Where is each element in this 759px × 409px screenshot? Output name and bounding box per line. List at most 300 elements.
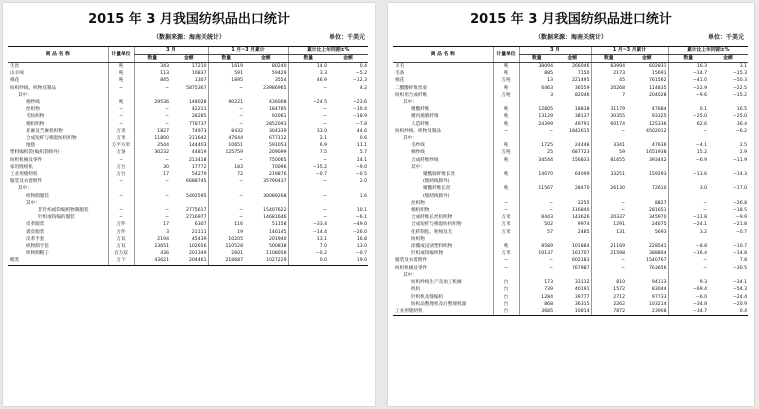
row-yoy-amt: −26.0 <box>352 229 368 235</box>
table-row <box>393 171 748 178</box>
row-unit <box>493 193 519 200</box>
row-cum-amt: 159293 <box>648 172 667 178</box>
row-cum-amt: 2852093 <box>266 121 287 127</box>
row-month-amt <box>554 236 591 243</box>
row-name: 帽类 <box>8 257 108 265</box>
row-cum-qty <box>591 236 626 243</box>
row-cum-qty <box>591 193 626 200</box>
row-yoy-amt <box>708 135 748 142</box>
row-cum-amt: 281651 <box>648 208 667 214</box>
row-month-qty: 11800 <box>134 135 170 142</box>
col-qty-header: 数量 <box>668 55 708 63</box>
table-row <box>8 149 368 156</box>
row-month-qty: − <box>134 157 170 164</box>
row-unit: 万平方米 <box>108 142 134 149</box>
row-unit: − <box>108 157 134 164</box>
table-row <box>393 286 748 293</box>
row-cum-amt <box>626 193 668 200</box>
row-unit: 万米 <box>493 229 519 236</box>
row-cum-qty: 33251 <box>591 171 626 178</box>
row-yoy-qty <box>668 164 708 171</box>
row-cum-qty: 218687 <box>208 257 244 265</box>
row-yoy-amt: −11.9 <box>732 157 748 163</box>
row-cum-qty: 591 <box>208 70 244 77</box>
row-name: 二醋酸纤维丝束 <box>395 85 428 91</box>
row-cum-amt <box>626 236 668 243</box>
row-cum-amt: 70096 <box>271 164 287 170</box>
row-cum-qty: 125759 <box>208 149 244 156</box>
row-unit: 台 <box>493 308 519 316</box>
row-name: 毛纱线 <box>411 143 425 149</box>
row-name: 纺织纱线生产及加工机械 <box>411 280 462 286</box>
row-month-qty: − <box>134 113 170 120</box>
table-row <box>393 301 748 308</box>
row-month-amt: 54279 <box>191 172 207 178</box>
row-unit: 吨 <box>108 70 134 77</box>
import-table-body <box>393 63 748 316</box>
row-yoy-qty: −0.2 <box>288 250 328 257</box>
row-yoy-qty: −13.6 <box>668 171 708 178</box>
row-month-amt: 74973 <box>191 128 207 134</box>
row-yoy-qty: 14.0 <box>288 63 328 71</box>
row-cum-qty: 1619 <box>208 63 244 71</box>
row-cum-amt <box>626 135 668 142</box>
row-yoy-qty: 15.2 <box>668 149 708 156</box>
row-month-qty: 8443 <box>519 214 554 221</box>
table-row <box>8 77 368 84</box>
row-month-amt: 64099 <box>574 172 590 178</box>
row-name: 羊毛 <box>395 64 405 69</box>
table-row <box>393 229 748 236</box>
row-cum-amt: 591053 <box>268 143 287 149</box>
row-yoy-amt: −50.3 <box>732 78 748 84</box>
row-cum-qty <box>208 92 244 99</box>
row-month-amt: 10814 <box>554 308 591 316</box>
row-yoy-amt: −15.2 <box>732 92 748 98</box>
row-name: 棉花 <box>10 78 20 84</box>
row-yoy-qty: 16.3 <box>668 63 708 71</box>
row-name: 合成短纤与棉混纺机织物 <box>411 222 462 228</box>
row-cum-amt <box>244 185 288 192</box>
row-cum-amt: 1540767 <box>646 258 667 264</box>
row-month-amt: 18838 <box>574 107 590 113</box>
row-name: 山羊绒 <box>10 71 24 77</box>
row-yoy-qty: 3.0 <box>668 185 708 192</box>
row-month-qty: − <box>519 128 554 135</box>
row-month-amt: 5875367 <box>186 85 207 91</box>
row-name: 纺织品整理机及后整理机器 <box>411 301 467 307</box>
row-yoy-qty: −25.0 <box>668 113 708 120</box>
table-row <box>393 207 748 214</box>
row-name: (缝纫线除外) <box>423 193 450 199</box>
row-name: 棉纱线 <box>26 100 40 106</box>
row-cum-amt: 92061 <box>271 114 287 120</box>
import-header-row-1 <box>393 47 748 55</box>
row-yoy-qty: − <box>668 128 708 135</box>
row-yoy-amt: 10.1 <box>356 208 368 214</box>
col-qty-header: 数量 <box>591 55 626 63</box>
export-source-row <box>3 32 375 43</box>
row-unit: 吨 <box>493 142 519 149</box>
table-row <box>393 113 748 120</box>
row-month-amt: 144403 <box>188 143 207 149</box>
row-cum-amt: 72610 <box>651 186 667 192</box>
row-name: 织物制帽子 <box>26 251 49 257</box>
row-name: 棉纱线 <box>411 150 425 156</box>
row-month-amt: 102656 <box>188 244 207 250</box>
row-yoy-amt: −14.3 <box>732 172 748 178</box>
row-unit: 万米 <box>493 221 519 228</box>
row-yoy-amt: 5.7 <box>359 150 368 156</box>
row-cum-qty: 26130 <box>591 185 626 192</box>
row-cum-qty: 10651 <box>208 142 244 149</box>
import-unit: 单位：千美元 <box>707 34 744 41</box>
row-month-qty: 6463 <box>519 85 554 92</box>
row-unit: 台 <box>493 301 519 308</box>
table-row <box>8 193 368 200</box>
table-row <box>393 214 748 221</box>
col-unit-header: 计量单位 <box>108 47 134 63</box>
row-yoy-amt: 11.1 <box>356 143 368 149</box>
row-yoy-amt: −14.8 <box>732 251 748 257</box>
table-row <box>8 99 368 106</box>
row-name: 工业用缝纫机 <box>393 308 493 316</box>
row-name: 纺织用合成纤维 <box>395 92 428 98</box>
row-unit <box>493 164 519 171</box>
row-cum-qty: 60174 <box>591 121 626 128</box>
row-cum-qty: 31179 <box>591 106 626 113</box>
row-cum-amt: 5693 <box>654 229 667 235</box>
row-unit: 吨 <box>493 121 519 128</box>
row-unit: 万件 <box>108 229 134 236</box>
row-unit: 万个 <box>108 257 134 265</box>
table-row <box>393 135 748 142</box>
row-cum-qty: 7872 <box>591 308 626 316</box>
table-row <box>393 85 748 92</box>
row-name: 丝织物 <box>411 200 425 206</box>
row-yoy-qty: − <box>288 113 328 120</box>
row-month-qty <box>519 135 554 142</box>
row-unit: − <box>493 207 519 214</box>
row-cum-amt: 47684 <box>651 107 667 113</box>
row-unit: 台 <box>493 286 519 293</box>
row-month-qty <box>134 92 170 99</box>
row-cum-amt <box>626 99 668 106</box>
col-yoy-header: 累计比上年同期±% <box>288 47 368 55</box>
row-unit: 万米 <box>493 214 519 221</box>
row-unit: 万吨 <box>493 149 519 156</box>
row-yoy-qty: −34.7 <box>668 308 708 316</box>
row-month-qty: 29536 <box>134 99 170 106</box>
row-yoy-qty: − <box>668 207 708 214</box>
row-month-qty: − <box>519 200 554 207</box>
row-yoy-qty: −69.4 <box>668 286 708 293</box>
row-unit: − <box>493 200 519 207</box>
row-yoy-amt: −54.3 <box>732 287 748 293</box>
row-unit: − <box>108 85 134 92</box>
row-month-qty <box>519 164 554 171</box>
row-month-qty: 113 <box>134 70 170 77</box>
row-cum-amt: 146145 <box>268 229 287 235</box>
row-cum-amt: 763656 <box>648 265 667 271</box>
row-month-amt: 7150 <box>577 71 590 77</box>
row-cum-amt: 436008 <box>268 100 287 106</box>
row-month-amt: 143626 <box>571 215 590 221</box>
row-yoy-amt: 16.5 <box>736 107 748 113</box>
row-month-amt: 17772 <box>191 164 207 170</box>
row-yoy-qty <box>668 178 708 185</box>
row-yoy-qty: −0.7 <box>288 171 328 178</box>
row-cum-qty: 1895 <box>208 77 244 84</box>
row-month-amt <box>170 185 208 192</box>
table-row <box>8 229 368 236</box>
row-yoy-qty: − <box>288 106 328 113</box>
row-cum-qty: 131 <box>591 229 626 236</box>
row-yoy-qty: 7.5 <box>288 149 328 156</box>
row-name: 地毯 <box>26 143 36 149</box>
row-yoy-qty: −6.9 <box>668 157 708 164</box>
row-month-qty: 17 <box>134 221 170 228</box>
row-cum-qty: 47644 <box>208 135 244 142</box>
row-unit: 万件 <box>108 221 134 228</box>
row-yoy-amt <box>708 178 748 185</box>
row-month-qty <box>519 193 554 200</box>
row-yoy-amt: −21.8 <box>732 222 748 228</box>
row-name: 聚酰胺纤维长丝 <box>423 172 456 178</box>
row-month-qty <box>134 200 170 207</box>
row-month-qty: 43621 <box>134 257 170 265</box>
row-name: 其中： <box>18 92 32 98</box>
row-name: 合成纤维长丝机织物 <box>411 215 453 221</box>
row-month-amt: 2775617 <box>186 208 207 214</box>
row-yoy-qty: −41.0 <box>668 77 708 84</box>
table-row <box>8 178 368 185</box>
row-cum-qty: 116 <box>208 221 244 228</box>
row-month-amt: 1307 <box>194 78 207 84</box>
row-yoy-amt: −10.4 <box>352 107 368 113</box>
row-cum-qty <box>591 272 626 279</box>
row-yoy-qty: 46.9 <box>288 77 328 84</box>
row-yoy-amt: −0.7 <box>735 229 748 235</box>
row-unit <box>108 185 134 192</box>
table-row <box>393 236 748 243</box>
row-month-amt <box>554 178 591 185</box>
row-month-qty: − <box>519 257 554 264</box>
col-qty-header: 数量 <box>208 55 244 63</box>
row-name: 服装及衣着附件 <box>10 179 43 185</box>
row-yoy-amt: −9.9 <box>735 215 748 221</box>
row-cum-qty: 21169 <box>591 243 626 250</box>
row-yoy-qty: 0.0 <box>288 257 328 265</box>
table-row <box>8 221 368 228</box>
row-yoy-amt: 19.0 <box>328 257 368 265</box>
row-unit: 吨 <box>493 63 519 71</box>
row-month-amt: 9974 <box>577 222 590 228</box>
row-name: 毛纺织物 <box>26 114 45 120</box>
table-row <box>8 207 368 214</box>
row-name: 化纤制毡、呢绒及无 <box>411 229 453 235</box>
table-row <box>8 135 368 142</box>
import-source: （数据来源：海南关统计） <box>534 34 607 41</box>
row-month-qty: − <box>134 207 170 214</box>
table-row <box>393 308 748 316</box>
row-unit: − <box>108 113 134 120</box>
table-row <box>393 221 748 228</box>
row-month-amt: 28470 <box>574 186 590 192</box>
table-row <box>393 128 748 135</box>
row-cum-qty: 10205 <box>208 236 244 243</box>
row-cum-qty: 81655 <box>591 157 626 164</box>
row-yoy-amt: −22.5 <box>732 85 748 91</box>
row-month-amt: 44819 <box>191 150 207 156</box>
row-yoy-amt: 16.8 <box>356 236 368 242</box>
row-yoy-amt: 3.1 <box>739 64 748 69</box>
row-cum-amt: 677112 <box>268 136 287 142</box>
row-unit: 万双 <box>108 236 134 243</box>
row-cum-amt: 345970 <box>648 215 667 221</box>
row-month-amt: 161707 <box>571 251 590 257</box>
table-row <box>8 85 368 92</box>
row-cum-qty <box>591 99 626 106</box>
row-name: 其中： <box>403 136 417 142</box>
row-yoy-amt: 2.0 <box>359 179 368 185</box>
row-yoy-qty: −34.8 <box>668 301 708 308</box>
row-cum-amt <box>626 164 668 171</box>
row-month-amt: 33112 <box>574 280 590 286</box>
row-yoy-qty: −4.1 <box>668 142 708 149</box>
table-row <box>393 243 748 250</box>
row-name: 棉花 <box>395 78 405 84</box>
row-name: 毛条 <box>395 71 405 77</box>
row-cum-amt: 103214 <box>648 301 667 307</box>
table-row <box>393 121 748 128</box>
row-cum-qty: − <box>591 207 626 214</box>
row-yoy-qty <box>668 99 708 106</box>
row-month-amt: 213418 <box>188 157 207 163</box>
row-month-amt: 6688745 <box>186 179 207 185</box>
row-yoy-qty: − <box>288 157 328 164</box>
row-cum-amt: 1027229 <box>244 257 288 265</box>
table-row <box>393 294 748 301</box>
row-month-amt: 38137 <box>574 114 590 120</box>
row-yoy-qty: −22.9 <box>668 85 708 92</box>
row-yoy-amt: −0.7 <box>355 251 368 257</box>
row-unit <box>493 135 519 142</box>
row-yoy-qty: 7.0 <box>288 243 328 250</box>
row-yoy-amt: −6.2 <box>735 128 748 134</box>
row-yoy-qty: − <box>668 200 708 207</box>
row-month-qty: 173 <box>519 279 554 286</box>
row-yoy-qty: −9.6 <box>668 92 708 99</box>
row-cum-amt: 602831 <box>648 64 667 69</box>
row-unit: 台 <box>493 294 519 301</box>
row-yoy-qty: 62.6 <box>668 121 708 128</box>
row-yoy-amt: −18.9 <box>352 114 368 120</box>
row-month-amt <box>554 99 591 106</box>
row-yoy-amt <box>328 200 368 207</box>
import-title: 2015 年 3 月我国纺织品进口统计 <box>470 12 672 27</box>
row-month-amt <box>170 200 208 207</box>
row-cum-amt: 228541 <box>648 244 667 250</box>
table-row <box>8 106 368 113</box>
row-yoy-amt: −15.3 <box>732 71 748 77</box>
row-cum-qty: − <box>591 200 626 207</box>
row-unit: − <box>108 207 134 214</box>
row-name: 服装及衣着附件 <box>395 258 428 264</box>
col-amt-header: 金额 <box>626 55 668 63</box>
row-yoy-qty: − <box>288 178 328 185</box>
row-month-amt: 221495 <box>571 78 590 84</box>
row-month-amt: 767987 <box>571 265 590 271</box>
col-unit-header: 计量单位 <box>493 47 519 63</box>
row-cum-amt: 8827 <box>654 200 667 206</box>
row-yoy-amt: 0.4 <box>708 308 748 316</box>
row-yoy-qty: − <box>288 85 328 92</box>
row-cum-qty: − <box>208 178 244 185</box>
row-yoy-qty: −15.2 <box>288 164 328 171</box>
row-yoy-qty: − <box>668 257 708 264</box>
row-name: 生丝 <box>10 64 20 69</box>
row-yoy-amt <box>708 236 748 243</box>
import-table-panel <box>388 3 754 406</box>
row-month-qty: − <box>134 85 170 92</box>
row-cum-amt: 388804 <box>648 251 667 257</box>
table-row <box>393 272 748 279</box>
row-month-qty: 38094 <box>519 63 554 71</box>
row-cum-qty: − <box>208 121 244 128</box>
row-cum-amt: 114835 <box>648 85 667 91</box>
row-yoy-amt: −26.8 <box>732 200 748 206</box>
row-month-amt: 42211 <box>191 107 207 113</box>
row-unit: 吨 <box>108 99 134 106</box>
row-month-amt: 778737 <box>188 121 207 127</box>
row-cum-amt: 1108058 <box>266 251 287 257</box>
row-cum-amt: 23986965 <box>263 85 287 91</box>
row-month-qty <box>519 272 554 279</box>
row-cum-amt: 51158 <box>271 222 287 228</box>
row-month-amt: 116840 <box>571 208 590 214</box>
table-row <box>393 250 748 257</box>
col-cumulative-header: 1 月~3 月累计 <box>591 47 668 55</box>
row-unit: − <box>108 193 134 200</box>
row-month-amt: 36559 <box>574 85 590 91</box>
row-cum-qty: 20337 <box>591 214 626 221</box>
row-cum-qty: 2712 <box>591 294 626 301</box>
row-cum-qty: − <box>208 214 244 221</box>
row-unit: − <box>493 128 519 135</box>
col-amt-header: 金额 <box>554 55 591 63</box>
row-month-amt <box>554 164 591 171</box>
row-yoy-amt: 4.2 <box>359 85 368 91</box>
row-yoy-qty <box>668 236 708 243</box>
row-month-qty: 739 <box>519 286 554 293</box>
row-month-qty <box>519 178 554 185</box>
table-row <box>8 200 368 207</box>
row-yoy-qty <box>668 135 708 142</box>
row-month-amt <box>554 272 591 279</box>
row-cum-amt: 204028 <box>648 92 667 98</box>
table-row <box>393 157 748 164</box>
row-yoy-qty: 6.9 <box>288 142 328 149</box>
row-cum-qty: 20268 <box>591 85 626 92</box>
row-name: 涂覆或浸渍塑料织物 <box>411 244 453 250</box>
row-yoy-amt: −7.8 <box>355 121 368 127</box>
row-cum-amt: 47636 <box>651 143 667 149</box>
table-row <box>393 200 748 207</box>
row-month-qty: 14070 <box>519 171 554 178</box>
table-row <box>393 142 748 149</box>
row-cum-amt: 184785 <box>268 107 287 113</box>
